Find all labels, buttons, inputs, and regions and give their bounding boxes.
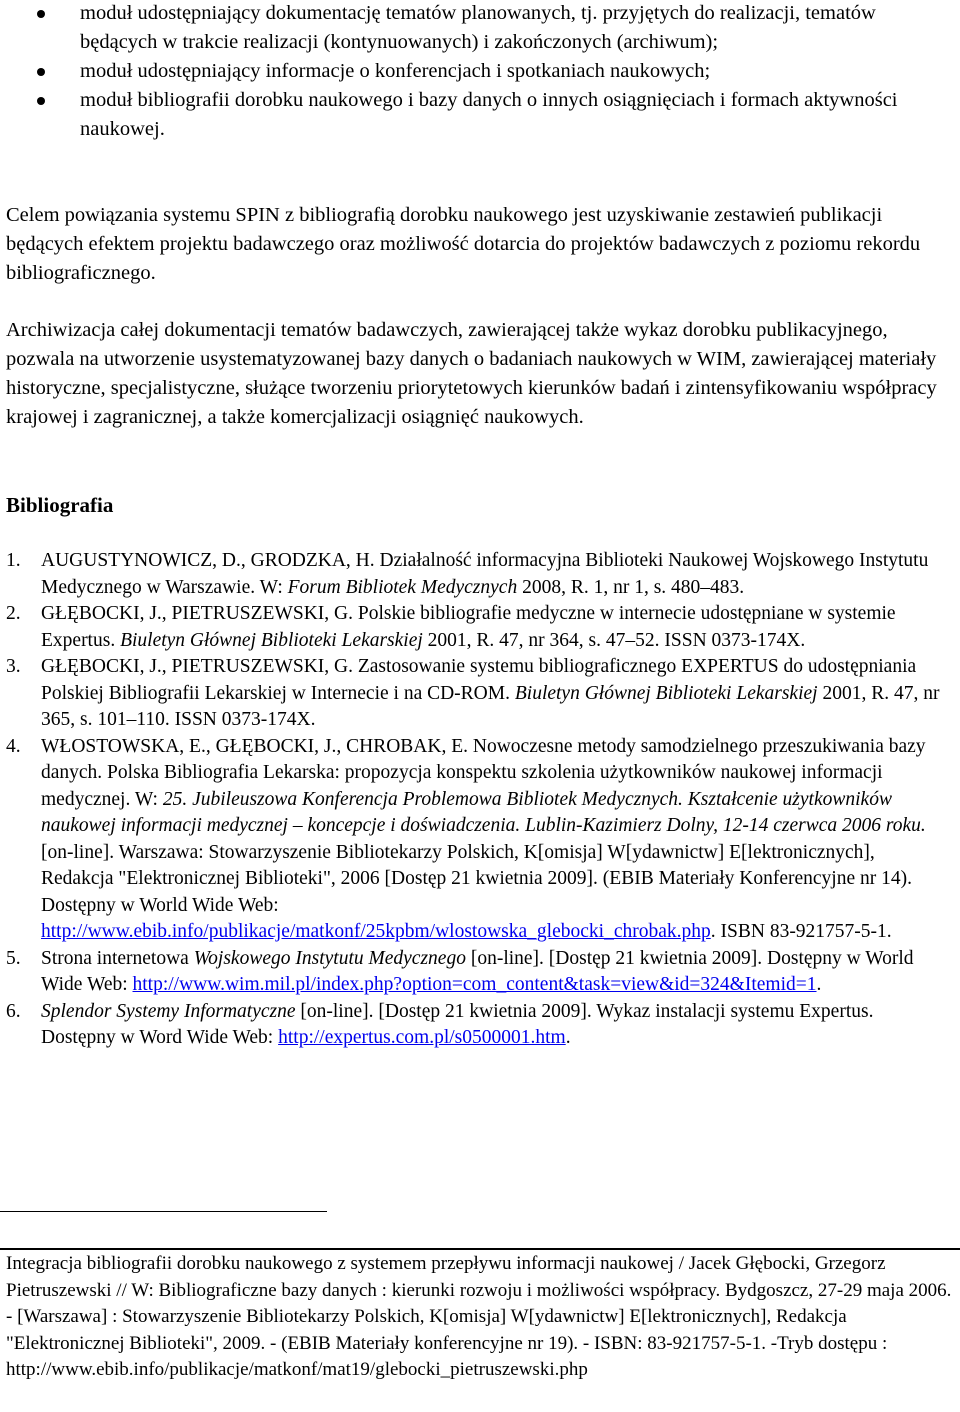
paragraph-archiving: Archiwizacja całej dokumentacji tematów badawczych, zawierającej także wykaz dorobku publikacyjnego, pozwala na utworzenie usystematyzowanej bazy danych o badaniach naukowych w WIM, zawierającej materiały historyczne, specjalistyczne, służące tworzeniu priorytetowych kierunków badań i zintensyfikowaniu współpracy krajowej i zagranicznej, a także komercjalizacji osiągnięć naukowych. [6,319,937,428]
reference-link[interactable]: http://www.wim.mil.pl/index.php?option=com_content&task=view&id=324&Itemid=1 [132,974,817,995]
reference-item-4: 4. WŁOSTOWSKA, E., GŁĘBOCKI, J., CHROBAK, E. Nowoczesne metody samodzielnego przeszukiwania bazy danych. Polska Bibliografia Lekarska: propozycja konspektu szkolenia użytkowników naukowej informacji medycznej. W: 25. Jubileuszowa Konferencja Problemowa Bibliotek Medycznych. Kształcenie użytkowników naukowej informacji medycznej – koncepcje i doświadczenia. Lublin-Kazimierz Dolny, 12-14 czerwca 2006 roku. [on-line]. Warszawa: Stowarzyszenie Bibliotekarzy Polskich, K[omisja] W[ydawnictw] E[lektronicznych], Redakcja "Elektronicznej Biblioteki", 2006 [Dostęp 21 kwietnia 2009]. (EBIB Materiały Konferencyjne nr 14). Dostępny w World Wide Web: http://www.ebib.info/publikacje/matkonf/25kpbm/wlostowska_glebocki_chrobak.php. ISBN 83-921757-5-1. [6,735,926,942]
footnote-divider [0,1248,960,1250]
reference-item-3: 3. GŁĘBOCKI, J., PIETRUSZEWSKI, G. Zastosowanie systemu bibliograficznego EXPERTUS do udostępniania Polskiej Bibliografii Lekarskiej w Internecie i na CD-ROM. Biuletyn Głównej Biblioteki Lekarskiej 2001, R. 47, nr 365, s. 101–110. ISSN 0373-174X. [6,656,940,730]
bullet-item: moduł udostępniający dokumentację tematów planowanych, tj. przyjętych do realizacji, tematów będących w trakcie realizacji (kontynuowanych) i zakończonych (archiwum); [0,0,948,57]
reference-number: 4. [6,735,21,757]
site-title: Wojskowego Instytutu Medycznego [193,947,466,969]
reference-number: 5. [6,947,21,969]
bullet-dot-icon [37,97,45,105]
reference-link[interactable]: http://expertus.com.pl/s0500001.htm [278,1027,566,1048]
company-title: Splendor Systemy Informatyczne [41,1000,296,1022]
reference-item-5: 5. Strona internetowa Wojskowego Instytutu Medycznego [on-line]. [Dostęp 21 kwietnia 2009]. Dostępny w World Wide Web: http://www.wim.mil.pl/index.php?option=com_content&task=view&id=324&Itemid=1. [6,947,914,995]
citation-footnote: Integracja bibliografii dorobku naukowego z systemem przepływu informacji naukowej / Jacek Głębocki, Grzegorz Pietruszewski // W: Bibliograficzne bazy danych : kierunki rozwoju i możliwości współpracy. Bydgoszcz, 27-29 maja 2006. - [Warszawa] : Stowarzyszenie Bibliotekarzy Polskich, K[omisja] W[ydawnictw] E[lektronicznych], Redakcja "Elektronicznej Biblioteki", 2009. - (EBIB Materiały konferencyjne nr 19). - ISBN: 83-921757-5-1. -Tryb dostępu : http://www.ebib.info/publikacje/matkonf/mat19/glebocki_pietruszewski.php [6,1253,952,1380]
section-divider [0,1211,327,1212]
reference-number: 1. [6,550,21,571]
paragraph-spin-purpose: Celem powiązania systemu SPIN z bibliografią dorobku naukowego jest uzyskiwanie zestawień publikacji będących efektem projektu badawczego oraz możliwość dotarcia do projektów badawczych z poziomu rekordu bibliograficznego. [6,204,921,284]
bullet-dot-icon [37,10,45,18]
module-bullet-list [0,0,948,144]
conference-title: 25. Jubileuszowa Konferencja Problemowa Bibliotek Medycznych. Kształcenie użytkowników naukowej informacji medycznej – koncepcje i doświadczenia. Lublin-Kazimierz Dolny, 12-14 czerwca 2006 roku. [41,788,926,836]
bibliography-heading: Bibliografia [6,493,114,517]
reference-number: 6. [6,1000,21,1022]
reference-number: 3. [6,656,21,677]
reference-list [0,548,948,1052]
bullet-item: moduł udostępniający informacje o konferencjach i spotkaniach naukowych; [0,57,948,86]
reference-item-6: 6. Splendor Systemy Informatyczne [on-line]. [Dostęp 21 kwietnia 2009]. Wykaz instalacji systemu Expertus. Dostępny w Word Wide Web: http://expertus.com.pl/s0500001.htm. [6,1000,874,1048]
reference-link[interactable]: http://www.ebib.info/publikacje/matkonf/25kpbm/wlostowska_glebocki_chrobak.php [41,921,711,942]
reference-number: 2. [6,603,21,624]
journal-title: Biuletyn Głównej Biblioteki Lekarskiej [514,682,818,704]
journal-title: Biuletyn Głównej Biblioteki Lekarskiej [120,629,423,651]
reference-item-2: 2. GŁĘBOCKI, J., PIETRUSZEWSKI, G. Polskie bibliografie medyczne w internecie udostępniane w systemie Expertus. Biuletyn Głównej Biblioteki Lekarskiej 2001, R. 47, nr 364, s. 47–52. ISSN 0373-174X. [6,603,896,651]
bullet-item: moduł bibliografii dorobku naukowego i bazy danych o innych osiągnięciach i formach aktywności naukowej. [0,86,948,144]
journal-title: Forum Bibliotek Medycznych [287,576,518,598]
bullet-dot-icon [37,68,45,76]
reference-item-1: 1. AUGUSTYNOWICZ, D., GRODZKA, H. Działalność informacyjna Biblioteki Naukowej Wojskowego Instytutu Medycznego w Warszawie. W: Forum Bibliotek Medycznych 2008, R. 1, nr 1, s. 480–483. [6,550,929,598]
